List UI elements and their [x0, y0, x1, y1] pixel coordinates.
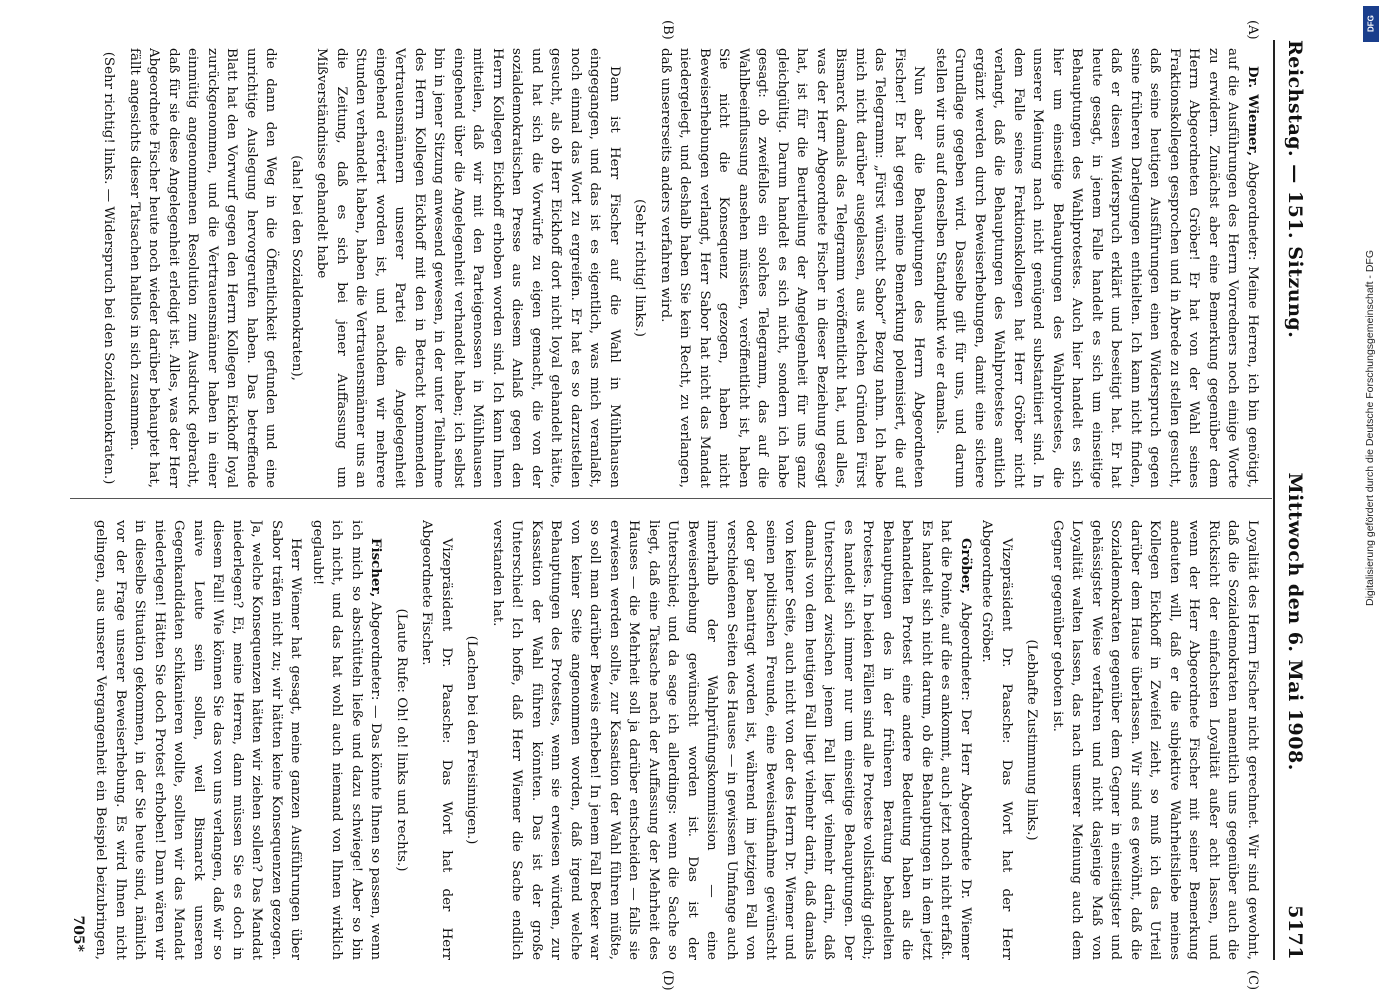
paragraph: die dann den Weg in die Öffentlichkeit gefunden und eine unrichtige Auslegung hervorgerufen haben. Das betreffende Blatt hat den Vorwurf gegen den Herrn Kollegen Eickhoff loyal zurückgenommen, und die Vertrauensmänner haben in einer einmütig angenommenen Resolution zum Ausdruck gebracht, daß für sie diese Angelegenheit erledigt ist. Alles, was der Herr Abgeordnete Fischer heute noch wieder darüber behauptet hat, fällt angesichts dieser Tatsachen haltlos in sich zusammen. — [127, 48, 279, 488]
margin-marker-b: (B) — [660, 20, 675, 40]
speaker-name: Fischer, — [368, 538, 385, 598]
dfg-logo: DFG — [1363, 6, 1379, 42]
paragraph: Loyalität des Herrn Fischer nicht gerechnet. Wir sind gewohnt, daß die Sozialdemokraten namentlich uns gegenüber auch die Rücksicht der einfachsten Loyalität außer acht lassen, und wenn der Herr Abgeordnete Fischer mit seiner Bemerkung andeuten will, daß er die subjektive Wahrheitsliebe meines Kollegen Eickhoff in Zweifel zieht, so muß ich das Urteil darüber dem Hause überlassen. Wir sind es gewöhnt, daß die Sozialdemokraten gegenüber dem Gegner in einseitigster und gehässigster Weise verfahren und nicht dasjenige Maß von Loyalität walten lassen, das nach unserer Meinung auch dem Gegner gegenüber geboten ist. — [1050, 520, 1260, 960]
margin-marker-a: (A) — [1245, 20, 1260, 40]
signature-mark: 705* — [70, 915, 86, 952]
digitization-note-text: Digitalisierung gefördert durch die Deutsche Forschungsgemeinschaft - DFG — [1364, 249, 1376, 606]
stage-direction: (aha! bei den Sozialdemokraten), — [289, 155, 304, 381]
stage-direction: (Sehr richtig! links.) — [632, 199, 648, 337]
paragraph: Nun aber die Behauptungen des Herrn Abgeordneten Fischer! Er hat gegen meine Bemerkung polemisiert, die auf das Telegramm: „Fürst wünscht Sabor“ Bezug nahm. Ich habe mich nicht darüber ausgelassen, aus welchen Gründen Fürst Bismarck damals das Telegramm veröffentlicht hat, und alles, was der Herr Abgeordnete Fischer in dieser Beziehung gesagt hat, ist für die Beurteilung der Angelegenheit für uns ganz gleichgültig. Darum handelt es sich nicht, sondern ich habe gesagt: ob zweifellos ein solches Telegramm, das auf die Wahlbeeinflussung ansehen müssten, veröffentlicht ist, haben Sie nicht die Konsequenz gezogen, haben nicht Beweiserhebungen verlangt, Herr Sabor hat nicht das Mandat niedergelegt, und deshalb haben Sie kein Recht, zu verlangen, daß unsererseits anders verfahren wird. — [658, 48, 927, 488]
speaker-name: Dr. Wiemer, — [1245, 66, 1261, 157]
paragraph — [931, 48, 1263, 488]
stage-direction: (Lebhafte Zustimmung links.) — [1024, 639, 1040, 841]
header-left-title: Reichstag. — 151. Sitzung. — [1284, 40, 1306, 339]
digitization-note — [1359, 6, 1381, 606]
margin-marker-d: (D) — [660, 970, 675, 991]
page-number: 5171 — [1284, 905, 1306, 960]
paragraph — [90, 48, 93, 488]
document-page — [30, 0, 1330, 1000]
paragraph: Vizepräsident Dr. Paasche: Das Wort hat der Herr Abgeordnete Fischer. — [419, 520, 454, 960]
column-divider — [70, 498, 1272, 499]
stage-direction: (Sehr richtig! links. — Widerspruch bei den Sozialdemokraten.) — [101, 51, 117, 485]
speech-text: Abgeordneter: Der Herr Abgeordnete Dr. Wiemer hat die Pointe, auf die es ankommt, auch jetzt noch nicht erfaßt. Es handelt sich nicht darum, ob die Behauptungen in dem jetzt behandelten Protest eine andere Bedeutung haben als die Behauptungen des in der früheren Beratung behandelten Protestes. In beiden Fällen sind alle Proteste vollständig gleich; es handelt sich immer nur um einseitige Behauptungen. Der Unterschied zwischen jenem Fall liegt vielmehr darin, daß damals von dem heutigen Fall liegt vielmehr darin, daß damals von keiner Seite, auch nicht von der des Herrn Dr. Wiemer und seinen politischen Freunde, eine Beweisaufnahme gewünscht oder gar beantragt worden ist, während im jetzigen Fall von verschiedenen Seiten des Hauses — in gewissem Umfange auch innerhalb der Wahlprüfungskommission — eine Beweiserhebung gewünscht worden ist. Das ist der Unterschied; und da sage ich allerdings: wenn die Sache so liegt, daß eine Tatsache nach der Auffassung der Mehrheit des Hauses — die Mehrheit soll ja darüber entscheiden — falls sie erwiesen werden sollte, zur Kassation der Wahl führen müßte, so soll man darüber Beweis erheben! In jenem Fall Becker war von keiner Seite angenommen worden, daß irgend welche Behauptungen des Protestes, wenn sie erwiesen würden, zur Kassation der Wahl führen könnten. Das ist der große Unterschied! Ich hoffe, daß Herr Wiemer die Sache endlich verstanden hat. — [490, 520, 973, 960]
right-column — [90, 520, 1262, 960]
paragraph — [488, 520, 976, 960]
speech-text: Abgeordneter: — Das könnte Ihnen so passen, wenn ich mich so abschütteln ließe und dazu schwiege! Aber so bin ich nicht, und das hat wohl auch niemand von Ihnen wirklich geglaubt! — [310, 520, 384, 960]
paragraph — [308, 520, 386, 960]
page-header — [1278, 40, 1312, 960]
paragraph: Vizepräsident Dr. Paasche: Das Wort hat der Herr Abgeordnete Gröber. — [979, 520, 1014, 960]
header-date: Mittwoch den 6. Mai 1908. — [1284, 472, 1306, 771]
paragraph: Herr Wiemer hat gesagt, meine ganzen Ausführungen über Sabor träfen nicht zu; wir hätten keine Konsequenzen gezogen. Ja, welche Konsequenzen hätten wir ziehen sollen? Das Mandat niederlegen? Ei, meine Herren, dann müssen Sie es doch in diesem Fall! Wie können Sie das von uns verlangen, daß wir so naive Leute sein sollen, weil Bismarck unseren Gegenkandidaten schikanieren wollte, sollten wir das Mandat niederlegen! Hätten Sie doch Protest erhoben! Dann wären wir in dieselbe Situation gekommen, in der Sie heute sind, nämlich vor der Frage unserer Beweiserhebung. Es wird Ihnen nicht gelingen, aus unserer Vergangenheit ein Beispiel beizubringen, — [93, 520, 304, 960]
stage-direction: (Laute Rufe: Oh! oh! links und rechts.) — [394, 608, 409, 872]
margin-marker-c: (C) — [1245, 970, 1260, 991]
stage-direction: (Lachen bei den Freisinnigen.) — [464, 635, 480, 845]
header-rule — [1273, 40, 1275, 960]
left-column — [90, 48, 1262, 488]
speech-text: Abgeordneter: Meine Herren, ich bin genötigt, auf die Ausführungen des Herrn Vorredners noch einige Worte zu erwidern. Zunächst aber eine Bemerkung gegenüber dem Herrn Abgeordneten Gröber! Er hat von der Wahl seines Fraktionskollegen gesprochen und in Abrede zu stellen gesucht, daß seine heutigen Ausführungen einen Widerspruch gegen seine früheren Darlegungen enthielten. Ich kann nicht finden, daß er diesen Widerspruch erklärt und beseitigt hat. Er hat heute gesagt, in jenem Falle handelt es sich um einseitige Behauptungen des Wahlprotestes. Auch hier handelt es sich hier um einseitige Behauptungen des Wahlprotestes, die unserer Meinung nach nicht genügend substantiiert sind. In dem Falle seines Fraktionskollegen hat Herr Gröber nicht verlangt, daß die Behauptungen des Wahlprotestes amtlich ergänzt werden durch Beweiserhebungen, damit eine sichere Grundlage gegeben wird. Dasselbe gilt für uns, und darum stellen wir uns auf denselben Standpunkt wie er damals. — [933, 48, 1260, 488]
paragraph: Dann ist Herr Fischer auf die Wahl in Mühlhausen eingegangen, und das ist es eigentlich, was mich veranlaßt, noch einmal das Wort zu ergreifen. Er hat es so darzustellen gesucht, als ob Herr Eickhoff dort nicht loyal gehandelt hätte, und hat sich die Vorwürfe zu eigen gemacht, die von der sozialdemokratischen Presse aus diesem Anlaß gegen den Herrn Kollegen Eickhoff erhoben worden sind. Ich kann Ihnen mitteilen, daß wir mit den Parteigenossen in Mühlhausen eingehend über die Angelegenheit verhandelt haben; ich selbst bin in jener Sitzung anwesend gewesen, in der unter Teilnahme des Herrn Kollegen Eickhoff mit den in Betracht kommenden Vertrauensmännern unserer Partei die Angelegenheit eingehend erörtert worden ist, und nachdem wir mehrere Stunden verhandelt haben, haben die Vertrauensmänner uns an die Zeitung, daß es sich bei jener Auffassung um Mißverständnisse gehandelt habe — [314, 48, 622, 488]
speaker-name: Gröber, — [958, 538, 974, 595]
